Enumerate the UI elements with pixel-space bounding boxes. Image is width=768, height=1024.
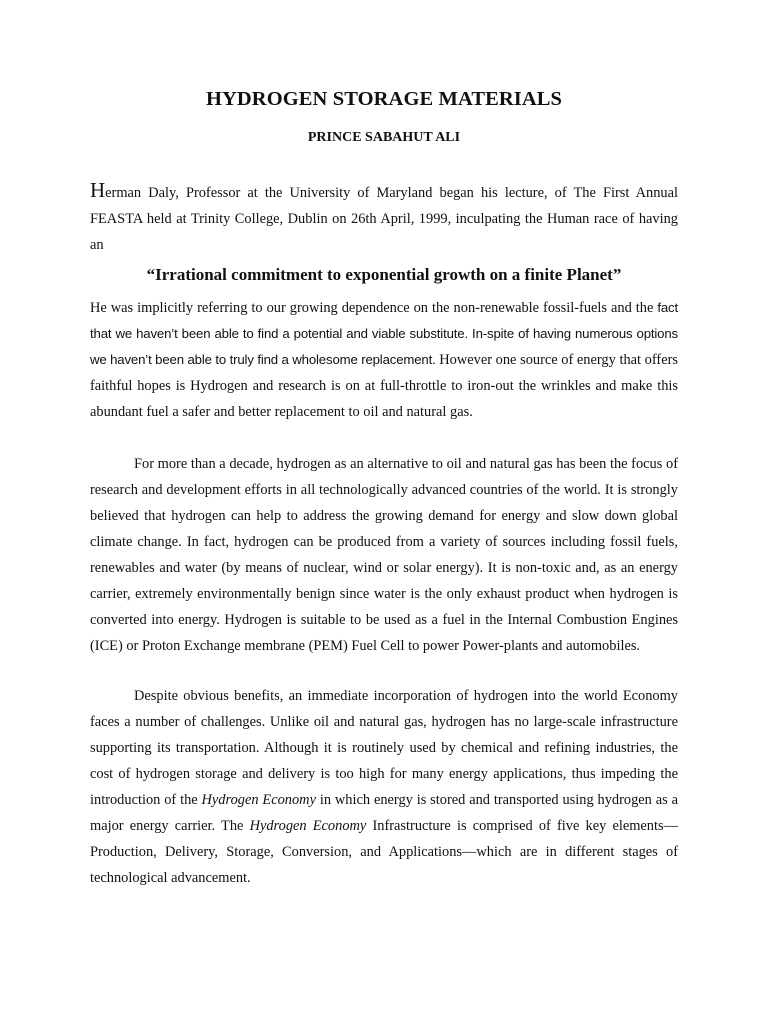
paragraph-1-tail: However one source of energy that offers faithful hopes is Hydrogen and research is on at full-throttle to iron-out the wrinkles and make this abundant fuel a safer and better replacement to oil and natural gas.	[90, 352, 678, 420]
paragraph-1-lead: He was implicitly referring to our growing dependence on the non-renewable fossil-fuels and the	[90, 300, 654, 316]
paragraph-3-part-c: Infrastructure is comprised of five key elements—Production, Delivery, Storage, Conversion, and Applications—which are in different stages of technological advancement.	[90, 818, 678, 886]
drop-cap: H	[90, 178, 106, 202]
paragraph-2: For more than a decade, hydrogen as an alternative to oil and natural gas has been the focus of research and development efforts in all technologically advanced countries of the world. It is strongly believed that hydrogen can help to address the growing demand for energy and slow down global climate change. In fact, hydrogen can be produced from a variety of sources including fossil fuels, renewables and water (by means of nuclear, wind or solar energy). It is non-toxic and, as an energy carrier, extremely environmentally benign since water is the only exhaust product when hydrogen is converted into energy. Hydrogen is suitable to be used as a fuel in the Internal Combustion Engines (ICE) or Proton Exchange membrane (PEM) Fuel Cell to power Power-plants and automobiles.	[90, 456, 678, 654]
document-title: HYDROGEN STORAGE MATERIALS	[205, 88, 563, 110]
author-name: PRINCE SABAHUT ALI	[307, 130, 461, 145]
paragraph-3-emphasis-2: Hydrogen Economy	[249, 818, 367, 834]
paragraph-3-part-a: Despite obvious benefits, an immediate incorporation of hydrogen into the world Economy faces a number of challenges. Unlike oil and natural gas, hydrogen has no large-scale infrastructure supporting its transportation. Although it is routinely used by chemical and refining industries, the cost of hydrogen storage and delivery is too high for many energy applications, thus impeding the introduction of the	[90, 688, 678, 808]
intro-paragraph	[90, 180, 678, 258]
pull-quote: “Irrational commitment to exponential growth on a finite Planet”	[146, 265, 622, 284]
paragraph-3-part-b: in which energy is stored and transported using hydrogen as a major energy carrier. The	[90, 792, 678, 834]
paragraph-3	[90, 683, 678, 891]
paragraph-1-sans-run: fact that we haven’t been able to find a potential and viable substitute. In-spite of having numerous options we haven’t been able to truly find a wholesome replacement.	[90, 300, 678, 367]
paragraph-3-emphasis-1: Hydrogen Economy	[201, 792, 316, 808]
intro-text: erman Daly, Professor at the University of Maryland began his lecture, of The First Annual FEASTA held at Trinity College, Dublin on 26th April, 1999, inculpating the Human race of having an	[90, 185, 678, 253]
paragraph-1	[90, 295, 678, 425]
